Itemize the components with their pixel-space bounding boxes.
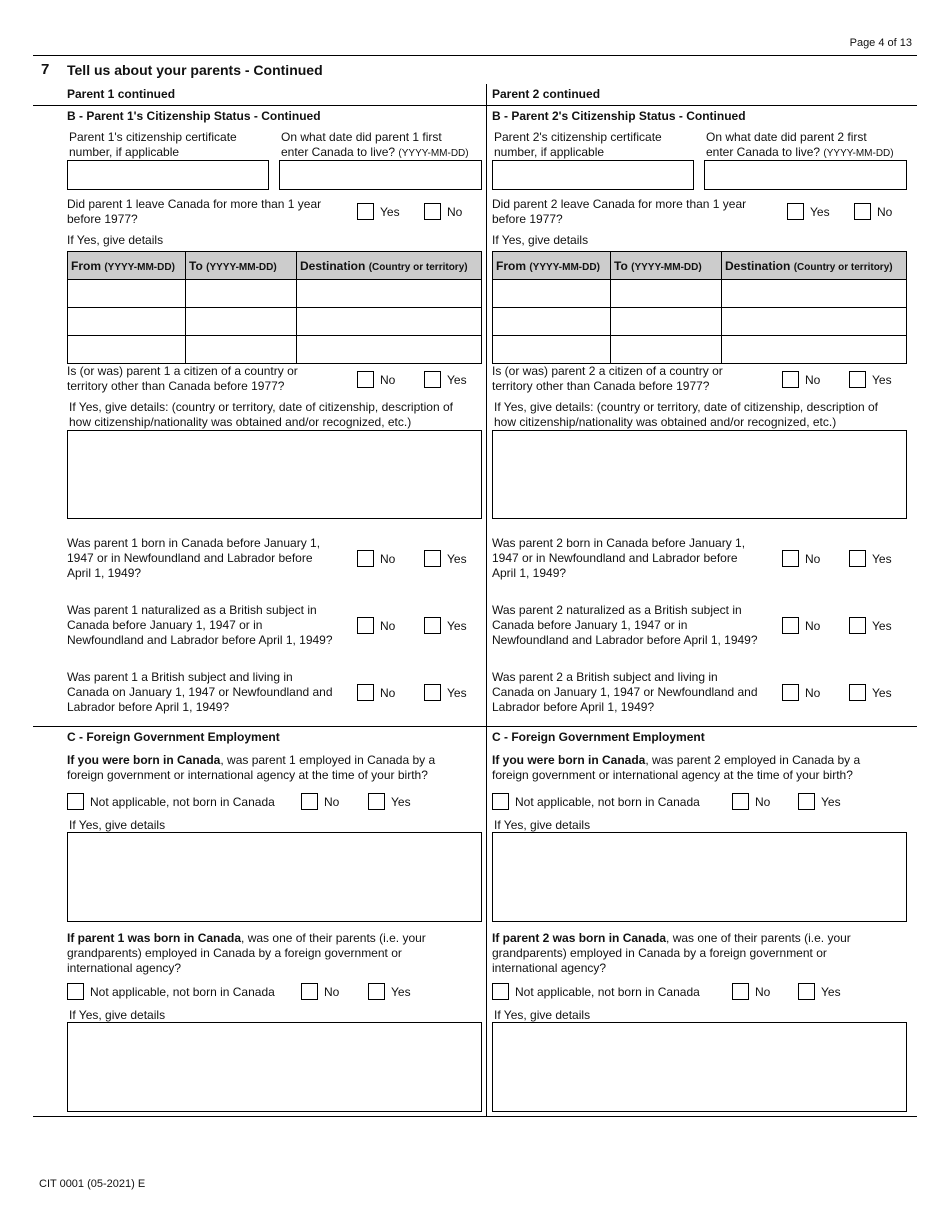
no-label: No	[755, 795, 771, 809]
c2-na-checkbox[interactable]	[67, 983, 84, 1000]
left-canada-question-2: before 1977?	[67, 212, 138, 226]
yes-label: Yes	[810, 205, 830, 219]
date-format: (YYYY-MM-DD)	[823, 148, 894, 159]
left-canada-question-2: before 1977?	[492, 212, 563, 226]
yes-label: Yes	[391, 985, 411, 999]
th-to: To (YYYY-MM-DD)	[186, 252, 297, 280]
citizen-details-label: If Yes, give details: (country or territory, date of citizenship, description of	[494, 400, 878, 414]
c2-details-textarea[interactable]	[492, 1022, 907, 1112]
page-number: Page 4 of 13	[849, 37, 912, 49]
yes-label: Yes	[391, 795, 411, 809]
no-label: No	[380, 619, 396, 633]
column-divider	[486, 84, 487, 1116]
table-row	[493, 280, 907, 308]
british-question: Was parent 2 a British subject and living in	[492, 670, 718, 684]
no-label: No	[805, 373, 821, 387]
born-question-2: 1947 or in Newfoundland and Labrador before	[67, 551, 313, 565]
british-no-checkbox[interactable]	[357, 684, 374, 701]
form-code: CIT 0001 (05-2021) E	[39, 1178, 146, 1190]
na-label: Not applicable, not born in Canada	[515, 795, 700, 809]
yes-label: Yes	[447, 552, 467, 566]
british-yes-checkbox[interactable]	[849, 684, 866, 701]
born-question-3: April 1, 1949?	[492, 566, 567, 580]
born-yes-checkbox[interactable]	[849, 550, 866, 567]
born-yes-checkbox[interactable]	[424, 550, 441, 567]
c1-details-textarea[interactable]	[67, 832, 482, 922]
th-from: From (YYYY-MM-DD)	[68, 252, 186, 280]
c2-rest: , was one of their parents (i.e. your	[241, 931, 426, 945]
yes-label: Yes	[380, 205, 400, 219]
no-label: No	[877, 205, 893, 219]
left-canada-no-checkbox[interactable]	[424, 203, 441, 220]
if-yes-label: If Yes, give details	[494, 818, 591, 832]
no-label: No	[755, 985, 771, 999]
yes-label: Yes	[872, 686, 892, 700]
th-from: From (YYYY-MM-DD)	[493, 252, 611, 280]
british-question-3: Labrador before April 1, 1949?	[492, 700, 655, 714]
citizen-no-checkbox[interactable]	[782, 371, 799, 388]
citizen-details-label: If Yes, give details: (country or territory, date of citizenship, description of	[69, 400, 453, 414]
c1-yes-checkbox[interactable]	[368, 793, 385, 810]
header-rule	[33, 105, 917, 106]
born-question-2: 1947 or in Newfoundland and Labrador before	[492, 551, 738, 565]
table-row	[68, 280, 482, 308]
c1-details-textarea[interactable]	[492, 832, 907, 922]
table-row	[493, 336, 907, 364]
c1-no-checkbox[interactable]	[732, 793, 749, 810]
naturalized-question: Was parent 2 naturalized as a British subject in	[492, 603, 742, 617]
no-label: No	[805, 552, 821, 566]
naturalized-no-checkbox[interactable]	[782, 617, 799, 634]
left-canada-yes-checkbox[interactable]	[357, 203, 374, 220]
no-label: No	[380, 373, 396, 387]
na-label: Not applicable, not born in Canada	[90, 795, 275, 809]
c2-na-checkbox[interactable]	[492, 983, 509, 1000]
no-label: No	[447, 205, 463, 219]
c1-na-checkbox[interactable]	[67, 793, 84, 810]
travel-table	[67, 251, 482, 364]
travel-table	[492, 251, 907, 364]
citizen-yes-checkbox[interactable]	[424, 371, 441, 388]
c2-rest: , was one of their parents (i.e. your	[666, 931, 851, 945]
british-question-3: Labrador before April 1, 1949?	[67, 700, 230, 714]
left-canada-question: Did parent 1 leave Canada for more than 1 year	[67, 197, 322, 211]
naturalized-question-2: Canada before January 1, 1947 or in	[492, 618, 688, 632]
c2-details-textarea[interactable]	[67, 1022, 482, 1112]
th-destination: Destination (Country or territory)	[297, 252, 482, 280]
c-title: C - Foreign Government Employment	[492, 730, 705, 744]
c2-yes-checkbox[interactable]	[798, 983, 815, 1000]
citizen-details-textarea[interactable]	[67, 430, 482, 519]
yes-label: Yes	[447, 373, 467, 387]
table-row	[493, 308, 907, 336]
c1-line2: foreign government or international agency at the time of your birth?	[67, 768, 428, 782]
british-question-2: Canada on January 1, 1947 or Newfoundland and	[67, 685, 333, 699]
cert-label: Parent 2's citizenship certificate	[494, 130, 662, 144]
th-destination: Destination (Country or territory)	[722, 252, 907, 280]
born-no-checkbox[interactable]	[357, 550, 374, 567]
na-label: Not applicable, not born in Canada	[515, 985, 700, 999]
left-canada-yes-checkbox[interactable]	[787, 203, 804, 220]
c2-line3: international agency?	[67, 961, 182, 975]
no-label: No	[324, 795, 340, 809]
naturalized-yes-checkbox[interactable]	[849, 617, 866, 634]
c2-no-checkbox[interactable]	[732, 983, 749, 1000]
no-label: No	[380, 552, 396, 566]
top-rule	[33, 55, 917, 56]
citizen-no-checkbox[interactable]	[357, 371, 374, 388]
born-question-3: April 1, 1949?	[67, 566, 142, 580]
c2-no-checkbox[interactable]	[301, 983, 318, 1000]
section-c-rule	[33, 726, 917, 727]
parent-1-header: Parent 1 continued	[67, 87, 176, 101]
citizen-details-label-2: how citizenship/nationality was obtained and/or recognized, etc.)	[494, 415, 837, 429]
yes-label: Yes	[821, 795, 841, 809]
parent-2-b-title: B - Parent 2's Citizenship Status - Continued	[492, 109, 746, 123]
c1-bold: If you were born in Canada	[492, 753, 646, 767]
parent-1-b-title: B - Parent 1's Citizenship Status - Continued	[67, 109, 321, 123]
c1-yes-checkbox[interactable]	[798, 793, 815, 810]
date-label: On what date did parent 2 first	[706, 130, 867, 144]
naturalized-question-3: Newfoundland and Labrador before April 1, 1949?	[67, 633, 333, 647]
date-label-2: enter Canada to live?	[281, 145, 396, 159]
c1-no-checkbox[interactable]	[301, 793, 318, 810]
british-question-2: Canada on January 1, 1947 or Newfoundland and	[492, 685, 758, 699]
table-row	[68, 308, 482, 336]
citizen-details-label-2: how citizenship/nationality was obtained and/or recognized, etc.)	[69, 415, 412, 429]
section-title: Tell us about your parents - Continued	[67, 62, 323, 78]
yes-label: Yes	[447, 686, 467, 700]
c1-line2: foreign government or international agency at the time of your birth?	[492, 768, 853, 782]
c1-rest: , was parent 1 employed in Canada by a	[220, 753, 436, 767]
naturalized-question-3: Newfoundland and Labrador before April 1, 1949?	[492, 633, 758, 647]
cert-label-2: number, if applicable	[69, 145, 180, 159]
if-yes-label: If Yes, give details	[69, 818, 166, 832]
cert-label: Parent 1's citizenship certificate	[69, 130, 237, 144]
c2-bold: If parent 1 was born in Canada	[67, 931, 242, 945]
naturalized-yes-checkbox[interactable]	[424, 617, 441, 634]
c2-yes-checkbox[interactable]	[368, 983, 385, 1000]
yes-label: Yes	[447, 619, 467, 633]
born-question: Was parent 2 born in Canada before January 1,	[492, 536, 746, 550]
if-yes-label: If Yes, give details	[494, 1008, 591, 1022]
no-label: No	[324, 985, 340, 999]
section-number: 7	[41, 61, 50, 78]
table-row	[68, 336, 482, 364]
c2-line2: grandparents) employed in Canada by a foreign government or	[492, 946, 827, 960]
left-canada-no-checkbox[interactable]	[854, 203, 871, 220]
c2-line3: international agency?	[492, 961, 607, 975]
yes-label: Yes	[872, 619, 892, 633]
bottom-rule	[33, 1116, 917, 1117]
citizen-question-2: territory other than Canada before 1977?	[67, 379, 285, 393]
no-label: No	[380, 686, 396, 700]
no-label: No	[805, 619, 821, 633]
date-format: (YYYY-MM-DD)	[398, 148, 469, 159]
citizen-question-2: territory other than Canada before 1977?	[492, 379, 710, 393]
cert-label-2: number, if applicable	[494, 145, 605, 159]
date-label: On what date did parent 1 first	[281, 130, 442, 144]
cert-number-input[interactable]	[67, 160, 269, 190]
c1-bold: If you were born in Canada	[67, 753, 221, 767]
date-label-2: enter Canada to live?	[706, 145, 821, 159]
if-yes-label: If Yes, give details	[492, 233, 589, 247]
entry-date-input[interactable]	[279, 160, 482, 190]
entry-date-input[interactable]	[704, 160, 907, 190]
yes-label: Yes	[872, 373, 892, 387]
naturalized-no-checkbox[interactable]	[357, 617, 374, 634]
citizen-question: Is (or was) parent 1 a citizen of a country or	[67, 364, 298, 378]
c1-rest: , was parent 2 employed in Canada by a	[645, 753, 861, 767]
if-yes-label: If Yes, give details	[69, 1008, 166, 1022]
citizen-details-textarea[interactable]	[492, 430, 907, 519]
no-label: No	[805, 686, 821, 700]
citizen-yes-checkbox[interactable]	[849, 371, 866, 388]
british-no-checkbox[interactable]	[782, 684, 799, 701]
yes-label: Yes	[821, 985, 841, 999]
cert-number-input[interactable]	[492, 160, 694, 190]
if-yes-label: If Yes, give details	[67, 233, 164, 247]
left-canada-question: Did parent 2 leave Canada for more than 1 year	[492, 197, 747, 211]
naturalized-question: Was parent 1 naturalized as a British subject in	[67, 603, 317, 617]
c1-na-checkbox[interactable]	[492, 793, 509, 810]
british-question: Was parent 1 a British subject and living in	[67, 670, 293, 684]
th-to: To (YYYY-MM-DD)	[611, 252, 722, 280]
born-no-checkbox[interactable]	[782, 550, 799, 567]
na-label: Not applicable, not born in Canada	[90, 985, 275, 999]
naturalized-question-2: Canada before January 1, 1947 or in	[67, 618, 263, 632]
c-title: C - Foreign Government Employment	[67, 730, 280, 744]
c2-bold: If parent 2 was born in Canada	[492, 931, 667, 945]
c2-line2: grandparents) employed in Canada by a foreign government or	[67, 946, 402, 960]
parent-2-header: Parent 2 continued	[492, 87, 601, 101]
british-yes-checkbox[interactable]	[424, 684, 441, 701]
yes-label: Yes	[872, 552, 892, 566]
citizen-question: Is (or was) parent 2 a citizen of a country or	[492, 364, 723, 378]
born-question: Was parent 1 born in Canada before January 1,	[67, 536, 321, 550]
